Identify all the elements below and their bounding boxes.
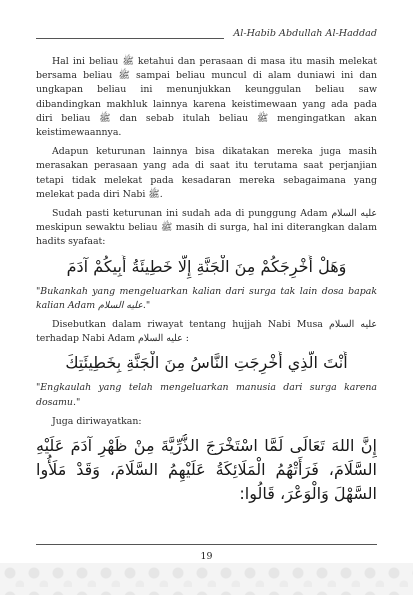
paragraph-3: Sudah pasti keturunan ini sudah ada di punggung Adam عليه السلام meskipun sewaktu beliau ﷺ masih di surga, hal ini diterangkan dalam hadits syafaat: [36,208,377,248]
decorative-border-pattern [0,563,413,595]
page-body [36,55,377,512]
translation-quote-1: "Bukankah yang mengeluarkan kalian dari surga tak lain dosa bapak kalian Adam عليه السلام." [36,285,377,311]
arabic-hadith-2: أَنْتَ الَّذِي أُخْرِجَتِ النَّاسُ مِنَ الْجَنَّةِ بِخَطِيئَتِكَ [65,353,348,373]
header-rule [36,38,224,39]
paragraph-5: Juga diriwayatkan: [52,415,142,427]
arabic-hadith-3: إِنَّ اللهَ تَعَالَى لَمَّا اسْتَخْرَجَ الذُّرِّيَّةَ مِنْ ظَهْرِ آدَمَ عَلَيْهِ السَّلَامَ، فَرَأَتْهُمُ الْمَلَائِكَةُ عَلَيْهِمُ السَّلَامَ، وَقَدْ مَلَأُوا السَّهْلَ وَالْوَعْرَ، قَالُوا: [36,436,377,504]
paragraph-2: Adapun keturunan lainnya bisa dikatakan mereka juga masih merasakan perasaan yang ada di saat itu terutama saat perjanjian tetapi tidak melekat pada kesadaran mereka sebagaimana yang melekat pada diri Nabi ﷺ. [36,146,377,200]
footer-rule [36,544,377,545]
paragraph-4: Disebutkan dalam riwayat tentang hujjah Nabi Musa عليه السلام terhadap Nabi Adam عليه السلام : [36,319,377,345]
paragraph-1: Hal ini beliau ﷺ ketahui dan perasaan di masa itu masih melekat bersama beliau ﷺ sampai beliau muncul di alam duniawi ini dan ungkapan beliau ini menunjukkan keunggulan beliau saw dibandingkan makhluk lainnya karena keistimewaan yang ada pada diri beliau ﷺ dan sebab itulah beliau ﷺ mengingatkan akan keistimewaannya. [36,56,378,139]
running-header-title: Al-Habib Abdullah Al-Haddad [233,28,377,39]
translation-quote-2: "Engkaulah yang telah mengeluarkan manusia dari surga karena dosamu." [36,382,377,408]
page-number: 19 [200,551,213,562]
arabic-hadith-1: وَهَلْ أُخْرِجَكُمْ مِنَ الْجَنَّةِ إِلَّا خَطِيئَةُ أَبِيكُمْ آدَمَ [66,256,347,276]
